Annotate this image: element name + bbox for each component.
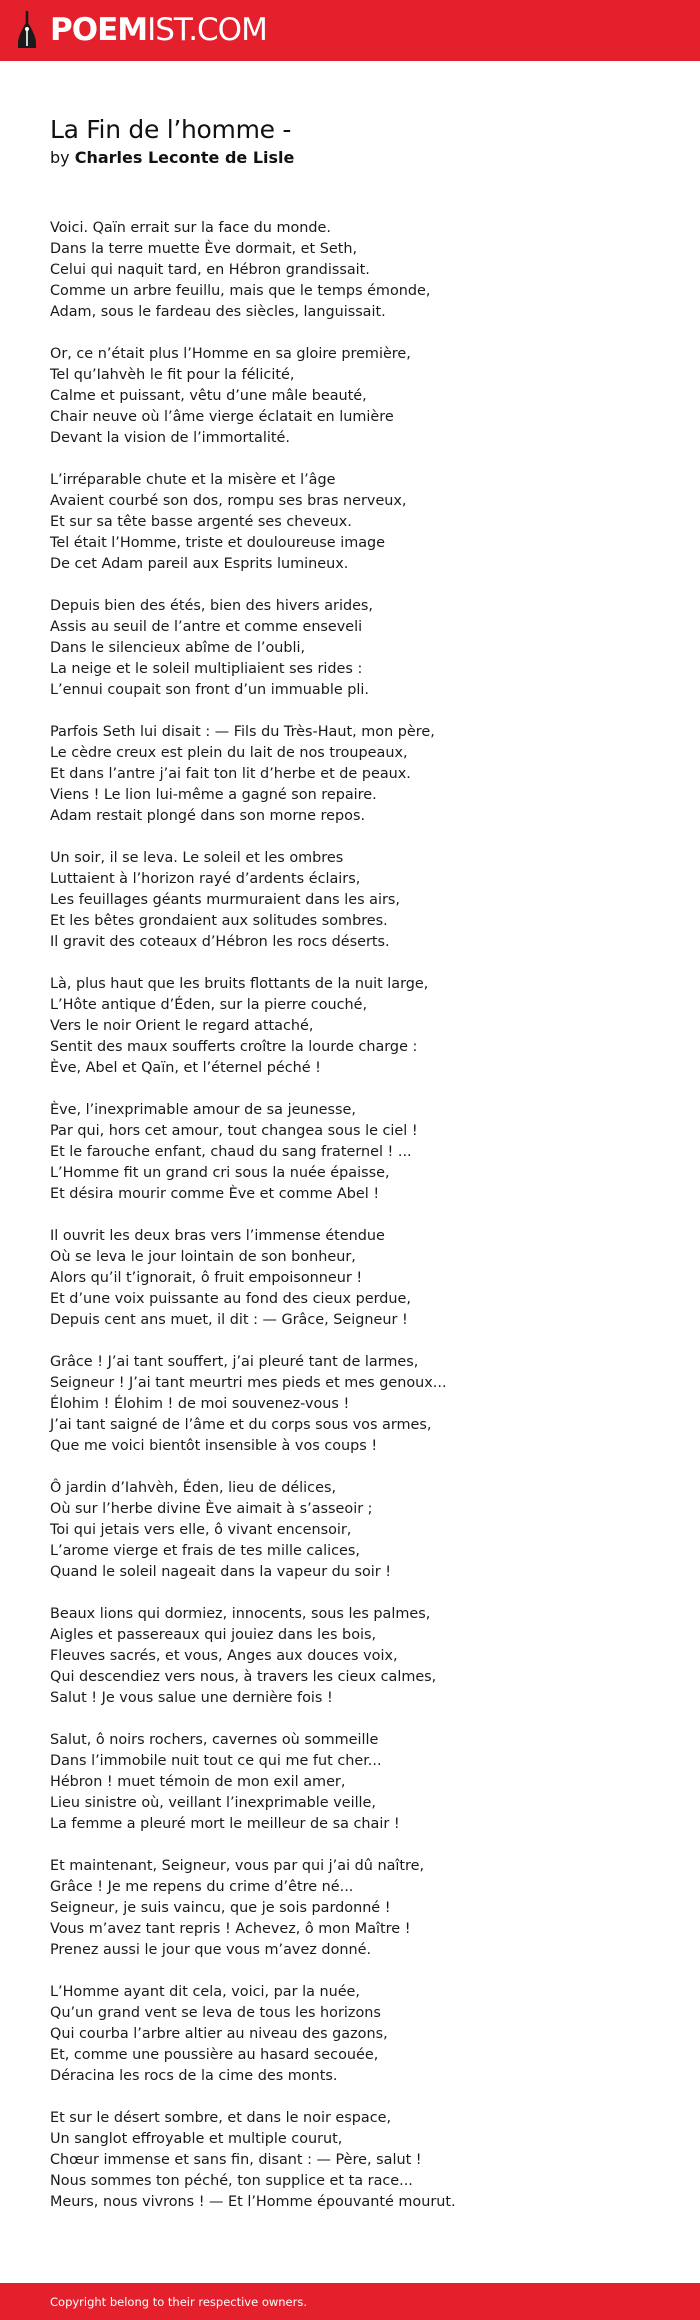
stanza [50, 2108, 670, 2213]
poem-line: Meurs, nous vivrons ! — Et l’Homme épouvanté mourut. [50, 2194, 456, 2210]
poem-line: Toi qui jetais vers elle, ô vivant encensoir, [50, 1522, 352, 1538]
poem-line: L’Hôte antique d’Éden, sur la pierre couché, [50, 997, 368, 1013]
stanza [50, 1730, 670, 1835]
poem-line: Seigneur ! J’ai tant meurtri mes pieds et mes genoux... [50, 1375, 447, 1391]
poem-line: Chair neuve où l’âme vierge éclatait en lumière [50, 409, 394, 425]
poem-line: L’Homme fit un grand cri sous la nuée épaisse, [50, 1165, 390, 1181]
poem-line: Alors qu’il t’ignorait, ô fruit empoisonneur ! [50, 1270, 363, 1286]
logo-text-bold: POEM [50, 12, 148, 48]
poem-line: Avaient courbé son dos, rompu ses bras nerveux, [50, 493, 407, 509]
poem-line: Adam restait plongé dans son morne repos. [50, 808, 366, 824]
poem-line: Salut ! Je vous salue une dernière fois ! [50, 1690, 333, 1706]
poem-line: Aigles et passereaux qui jouiez dans les bois, [50, 1627, 377, 1643]
poem-line: Où se leva le jour lointain de son bonheur, [50, 1249, 356, 1265]
poem-body [50, 218, 670, 2234]
poem-line: Tel qu’Iahvèh le fit pour la félicité, [50, 367, 295, 383]
poem-line: Vers le noir Orient le regard attaché, [50, 1018, 314, 1034]
poem-line: Un sanglot effroyable et multiple courut, [50, 2131, 343, 2147]
poem-line: Où sur l’herbe divine Ève aimait à s’asseoir ; [50, 1501, 373, 1517]
stanza [50, 344, 670, 449]
poem-line: Quand le soleil nageait dans la vapeur du soir ! [50, 1564, 392, 1580]
poem-line: Tel était l’Homme, triste et douloureuse image [50, 535, 386, 551]
stanza [50, 1982, 670, 2087]
poem-line: Depuis bien des étés, bien des hivers arides, [50, 598, 374, 614]
poem-line: Prenez aussi le jour que vous m’avez donné. [50, 1942, 372, 1958]
poem-line: Qui descendiez vers nous, à travers les cieux calmes, [50, 1669, 437, 1685]
poem-line: Sentit des maux soufferts croître la lourde charge : [50, 1039, 418, 1055]
stanza [50, 596, 670, 701]
poem-line: Dans l’immobile nuit tout ce qui me fut cher... [50, 1753, 382, 1769]
poem-line: Et d’une voix puissante au fond des cieux perdue, [50, 1291, 411, 1307]
poem-line: L’irréparable chute et la misère et l’âge [50, 472, 336, 488]
byline-prefix: by [50, 148, 70, 167]
poem-line: Hébron ! muet témoin de mon exil amer, [50, 1774, 346, 1790]
stanza [50, 722, 670, 827]
poem-line: Il gravit des coteaux d’Hébron les rocs déserts. [50, 934, 390, 950]
poem-line: Le cèdre creux est plein du lait de nos troupeaux, [50, 745, 408, 761]
poem-line: Et le farouche enfant, chaud du sang fraternel ! ... [50, 1144, 412, 1160]
poem-line: Un soir, il se leva. Le soleil et les ombres [50, 850, 344, 866]
poem-line: Là, plus haut que les bruits flottants de la nuit large, [50, 976, 429, 992]
poem-line: Et désira mourir comme Ève et comme Abel ! [50, 1186, 380, 1202]
stanza [50, 1352, 670, 1457]
header-bar [0, 0, 700, 61]
poem-line: Qu’un grand vent se leva de tous les horizons [50, 2005, 381, 2021]
poem-line: Et les bêtes grondaient aux solitudes sombres. [50, 913, 388, 929]
poem-line: Et maintenant, Seigneur, vous par qui j’ai dû naître, [50, 1858, 425, 1874]
stanza [50, 1100, 670, 1205]
poem-line: Or, ce n’était plus l’Homme en sa gloire première, [50, 346, 411, 362]
logo-text-light: IST.COM [147, 12, 267, 48]
poem-line: Ève, Abel et Qaïn, et l’éternel péché ! [50, 1060, 321, 1076]
poem-line: L’ennui coupait son front d’un immuable pli. [50, 682, 369, 698]
stanza [50, 1226, 670, 1331]
poem-line: Par qui, hors cet amour, tout changea sous le ciel ! [50, 1123, 418, 1139]
poem-line: Chœur immense et sans fin, disant : — Père, salut ! [50, 2152, 422, 2168]
poem-line: Viens ! Le lion lui-même a gagné son repaire. [50, 787, 377, 803]
poem-line: Vous m’avez tant repris ! Achevez, ô mon Maître ! [50, 1921, 411, 1937]
poem-line: J’ai tant saigné de l’âme et du corps sous vos armes, [50, 1417, 432, 1433]
poem-line: Et dans l’antre j’ai fait ton lit d’herbe et de peaux. [50, 766, 411, 782]
poem-line: Grâce ! Je me repens du crime d’être né... [50, 1879, 354, 1895]
stanza [50, 1856, 670, 1961]
poem-line: Beaux lions qui dormiez, innocents, sous les palmes, [50, 1606, 431, 1622]
poem-line: L’Homme ayant dit cela, voici, par la nuée, [50, 1984, 360, 2000]
author-link[interactable]: Charles Leconte de Lisle [74, 148, 295, 167]
poem-line: L’arome vierge et frais de tes mille calices, [50, 1543, 360, 1559]
pen-nib-icon [16, 10, 38, 50]
stanza [50, 974, 670, 1079]
poem-line: Et, comme une poussière au hasard secouée, [50, 2047, 379, 2063]
poem-line: Parfois Seth lui disait : — Fils du Très-Haut, mon père, [50, 724, 435, 740]
poem-line: Il ouvrit les deux bras vers l’immense étendue [50, 1228, 385, 1244]
footer-bar [0, 2283, 700, 2320]
poem-line: Nous sommes ton péché, ton supplice et ta race... [50, 2173, 413, 2189]
poem-line: Que me voici bientôt insensible à vos coups ! [50, 1438, 378, 1454]
site-logo[interactable] [16, 10, 267, 50]
poem-line: Lieu sinistre où, veillant l’inexprimable veille, [50, 1795, 376, 1811]
poem-line: Calme et puissant, vêtu d’une mâle beauté, [50, 388, 367, 404]
poem-line: Qui courba l’arbre altier au niveau des gazons, [50, 2026, 388, 2042]
poem-line: La femme a pleuré mort le meilleur de sa chair ! [50, 1816, 400, 1832]
site-logo-text [50, 10, 267, 50]
poem-line: Ève, l’inexprimable amour de sa jeunesse, [50, 1102, 356, 1118]
poem-line: Voici. Qaïn errait sur la face du monde. [50, 220, 331, 236]
poem-line: Comme un arbre feuillu, mais que le temps émonde, [50, 283, 431, 299]
poem-line: Fleuves sacrés, et vous, Anges aux douces voix, [50, 1648, 398, 1664]
stanza [50, 1604, 670, 1709]
stanza [50, 470, 670, 575]
poem-line: Élohim ! Élohim ! de moi souvenez-vous ! [50, 1396, 350, 1412]
poem-line: Dans la terre muette Ève dormait, et Seth, [50, 241, 358, 257]
poem-title: La Fin de l’homme - [50, 115, 292, 144]
poem-line: Déracina les rocs de la cime des monts. [50, 2068, 338, 2084]
poem-line: Assis au seuil de l’antre et comme enseveli [50, 619, 363, 635]
poem-line: Celui qui naquit tard, en Hébron grandissait. [50, 262, 370, 278]
byline [50, 147, 294, 169]
poem-line: Seigneur, je suis vaincu, que je sois pardonné ! [50, 1900, 391, 1916]
poem-line: Dans le silencieux abîme de l’oubli, [50, 640, 306, 656]
stanza [50, 848, 670, 953]
poem-line: De cet Adam pareil aux Esprits lumineux. [50, 556, 349, 572]
poem-line: Les feuillages géants murmuraient dans les airs, [50, 892, 400, 908]
poem-line: Depuis cent ans muet, il dit : — Grâce, Seigneur ! [50, 1312, 408, 1328]
poem-line: Adam, sous le fardeau des siècles, languissait. [50, 304, 386, 320]
poem-line: Grâce ! J’ai tant souffert, j’ai pleuré tant de larmes, [50, 1354, 419, 1370]
poem-line: Devant la vision de l’immortalité. [50, 430, 290, 446]
poem-line: Et sur sa tête basse argenté ses cheveux. [50, 514, 352, 530]
poem-line: Ô jardin d’Iahvèh, Éden, lieu de délices, [50, 1480, 337, 1496]
stanza [50, 218, 670, 323]
poem-line: Salut, ô noirs rochers, cavernes où sommeille [50, 1732, 379, 1748]
poem-line: Luttaient à l’horizon rayé d’ardents éclairs, [50, 871, 361, 887]
poem-line: La neige et le soleil multipliaient ses rides : [50, 661, 363, 677]
poem-line: Et sur le désert sombre, et dans le noir espace, [50, 2110, 392, 2126]
stanza [50, 1478, 670, 1583]
copyright-text: Copyright belong to their respective owners. [50, 2295, 308, 2309]
